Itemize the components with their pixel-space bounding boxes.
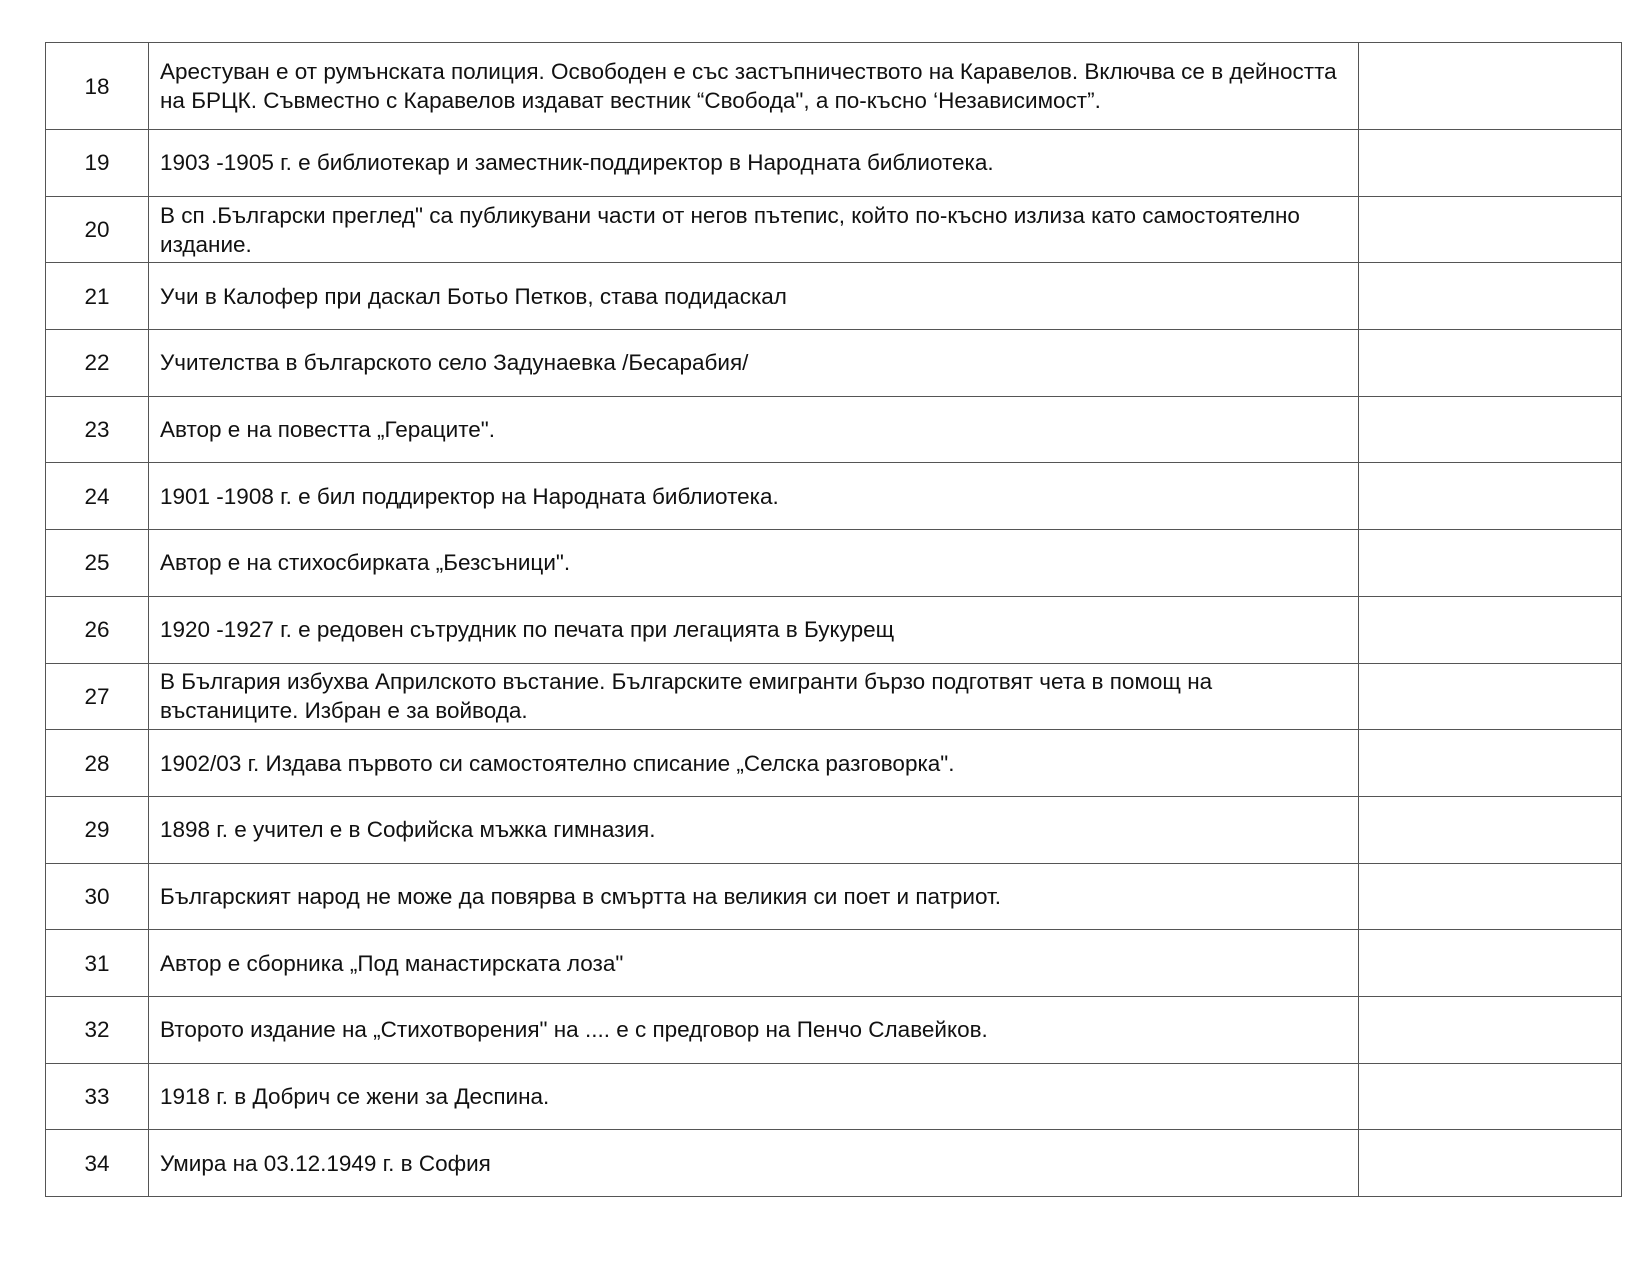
table-row (46, 263, 1622, 330)
table-row (46, 330, 1622, 397)
row-statement: В сп .Български преглед" са публикувани части от негов пътепис, който по-късно излиза като самостоятелно издание. (149, 196, 1359, 263)
row-statement: Българският народ не може да повярва в смъртта на великия си поет и патриот. (149, 863, 1359, 930)
row-statement: 1918 г. в Добрич се жени за Деспина. (149, 1063, 1359, 1130)
table-row (46, 996, 1622, 1063)
row-statement: Умира на 03.12.1949 г. в София (149, 1130, 1359, 1197)
row-number: 27 (46, 663, 149, 730)
answer-cell[interactable] (1359, 996, 1622, 1063)
table-row (46, 530, 1622, 597)
row-number: 33 (46, 1063, 149, 1130)
row-number: 18 (46, 43, 149, 130)
row-number: 22 (46, 330, 149, 397)
table-row (46, 796, 1622, 863)
answer-cell[interactable] (1359, 196, 1622, 263)
row-statement: Автор е на стихосбирката „Безсъници". (149, 530, 1359, 597)
answer-cell[interactable] (1359, 263, 1622, 330)
row-statement: 1903 -1905 г. е библиотекар и заместник-поддиректор в Народната библиотека. (149, 130, 1359, 197)
row-statement: Арестуван е от румънската полиция. Освободен е със застъпничеството на Каравелов. Включва се в дейността на БРЦК. Съвместно с Каравелов издават вестник “Свобода", а по-късно ‘Независимост”. (149, 43, 1359, 130)
row-number: 19 (46, 130, 149, 197)
table-row (46, 43, 1622, 130)
answer-cell[interactable] (1359, 930, 1622, 997)
row-statement: Автор е сборника „Под манастирската лоза" (149, 930, 1359, 997)
row-number: 31 (46, 930, 149, 997)
table-row (46, 930, 1622, 997)
row-statement: Автор е на повестта „Гераците". (149, 396, 1359, 463)
table-row (46, 396, 1622, 463)
answer-cell[interactable] (1359, 796, 1622, 863)
row-number: 21 (46, 263, 149, 330)
answer-cell[interactable] (1359, 530, 1622, 597)
row-statement: Учи в Калофер при даскал Ботьо Петков, става подидаскал (149, 263, 1359, 330)
answer-cell[interactable] (1359, 396, 1622, 463)
answer-cell[interactable] (1359, 463, 1622, 530)
answer-cell[interactable] (1359, 330, 1622, 397)
row-number: 20 (46, 196, 149, 263)
row-statement: 1920 -1927 г. е редовен сътрудник по печата при легацията в Букурещ (149, 596, 1359, 663)
row-number: 26 (46, 596, 149, 663)
table-row (46, 1130, 1622, 1197)
answer-cell[interactable] (1359, 1063, 1622, 1130)
row-statement: В България избухва Априлското въстание. Българските емигранти бързо подготвят чета в помощ на въстаниците. Избран е за войвода. (149, 663, 1359, 730)
table-row (46, 596, 1622, 663)
table-row (46, 130, 1622, 197)
answer-cell[interactable] (1359, 43, 1622, 130)
row-statement: Второто издание на „Стихотворения" на .... е с предговор на Пенчо Славейков. (149, 996, 1359, 1063)
answer-cell[interactable] (1359, 1130, 1622, 1197)
table-row (46, 863, 1622, 930)
row-statement: Учителства в българското село Задунаевка /Бесарабия/ (149, 330, 1359, 397)
answer-cell[interactable] (1359, 130, 1622, 197)
table-row (46, 663, 1622, 730)
quiz-table (45, 42, 1622, 1197)
row-statement: 1898 г. е учител е в Софийска мъжка гимназия. (149, 796, 1359, 863)
row-number: 29 (46, 796, 149, 863)
answer-cell[interactable] (1359, 596, 1622, 663)
row-number: 24 (46, 463, 149, 530)
answer-cell[interactable] (1359, 863, 1622, 930)
table-row (46, 196, 1622, 263)
table-row (46, 463, 1622, 530)
table-row (46, 730, 1622, 797)
row-number: 25 (46, 530, 149, 597)
row-number: 30 (46, 863, 149, 930)
row-number: 32 (46, 996, 149, 1063)
answer-cell[interactable] (1359, 663, 1622, 730)
row-number: 34 (46, 1130, 149, 1197)
row-number: 23 (46, 396, 149, 463)
row-number: 28 (46, 730, 149, 797)
table-row (46, 1063, 1622, 1130)
table-body (46, 43, 1622, 1197)
row-statement: 1901 -1908 г. е бил поддиректор на Народната библиотека. (149, 463, 1359, 530)
row-statement: 1902/03 г. Издава първото си самостоятелно списание „Селска разговорка". (149, 730, 1359, 797)
answer-cell[interactable] (1359, 730, 1622, 797)
